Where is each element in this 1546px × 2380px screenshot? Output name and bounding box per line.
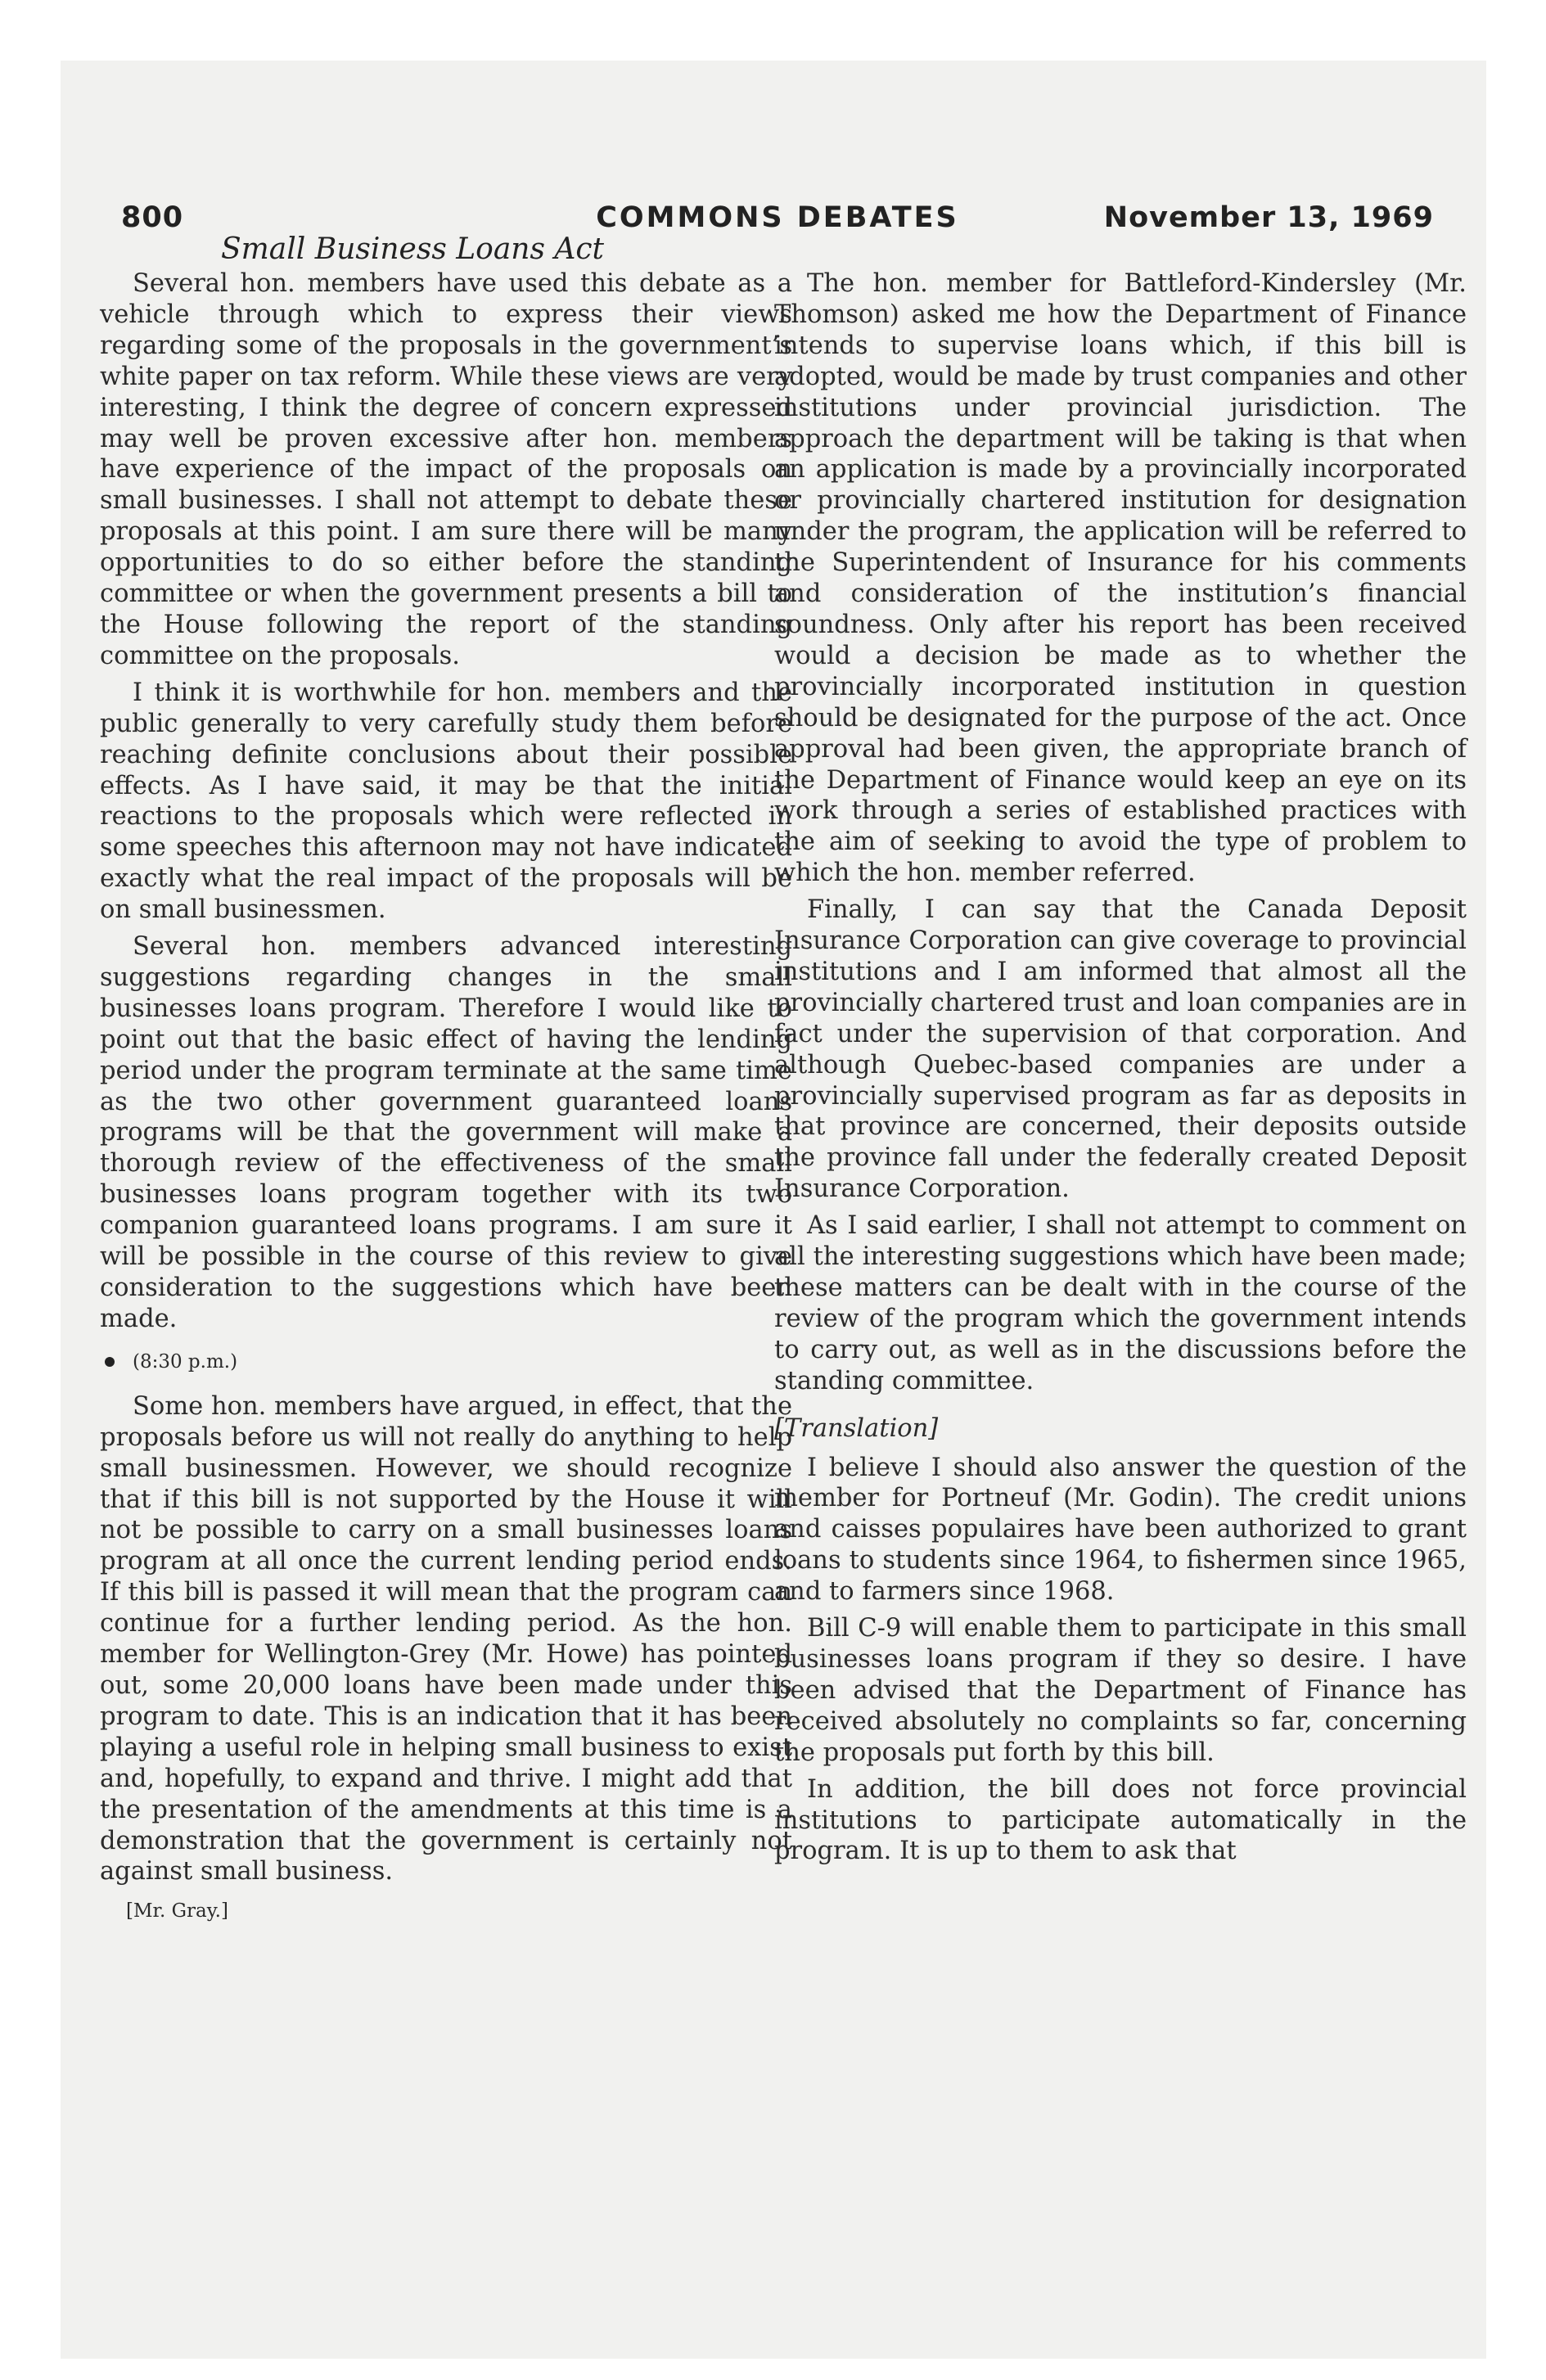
translation-tag: [Translation] bbox=[774, 1413, 939, 1443]
paragraph: The hon. member for Battleford-Kindersley (Mr. Thomson) asked me how the Department of Finance intends to supervise loans which, if this bill is adopted, would be made by trust companies and other institutions under provincial jurisdiction. The approach the department will be taking is that when an application is made by a provincially incorporated or provincially chartered institution for designation under the program, the application will be referred to the Superintendent of Insurance for his comments and consideration of the institution’s financial soundness. Only after his report has been received would a decision be made as to whether the provincially incorporated institution in question should be designated for the purpose of the act. Once approval had been given, the appropriate branch of the Department of Finance would keep an eye on its work through a series of established practices with the aim of seeking to avoid the type of problem to which the hon. member referred. bbox=[774, 269, 1467, 888]
paragraph: I believe I should also answer the question of the member for Portneuf (Mr. Godin). The credit unions and caisses populaires have been authorized to grant loans to students since 1964, to fishermen since 1965, and to farmers since 1968. bbox=[774, 1453, 1467, 1607]
speaker-attribution: [Mr. Gray.] bbox=[126, 1900, 228, 1922]
paragraph: I think it is worthwhile for hon. members and the public generally to very carefully study them before reaching definite conclusions about their possible effects. As I have said, it may be that the initial reactions to the proposals which were reflected in some speeches this afternoon may not have indicated exactly what the real impact of the proposals will be on small businessmen. bbox=[100, 678, 792, 925]
time-marker-text: (8:30 p.m.) bbox=[133, 1350, 238, 1373]
running-subject: Small Business Loans Act bbox=[221, 232, 605, 266]
paragraph: Several hon. members advanced interesting suggestions regarding changes in the small businesses loans program. Therefore I would like to point out that the basic effect of having the lending period under the program terminate at the same time as the two other government guaranteed loans programs will be that the government will make a thorough review of the effectiveness of the small businesses loans program together with its two companion guaranteed loans programs. I am sure it will be possible in the course of this review to give consideration to the suggestions which have been made. bbox=[100, 932, 792, 1333]
paragraph: Several hon. members have used this debate as a vehicle through which to express their views regarding some of the proposals in the government’s white paper on tax reform. While these views are very interesting, I think the degree of concern expressed may well be proven excessive after hon. members have experience of the impact of the proposals on small businesses. I shall not attempt to debate these proposals at this point. I am sure there will be many opportunities to do so either before the standing committee or when the government presents a bill to the House following the report of the standing committee on the proposals. bbox=[100, 269, 792, 670]
bullet-icon bbox=[105, 1357, 115, 1367]
paragraph: In addition, the bill does not force provincial institutions to participate automatically in the program. It is up to them to ask that bbox=[774, 1774, 1467, 1866]
paragraph: As I said earlier, I shall not attempt to comment on all the interesting suggestions which have been made; these matters can be dealt with in the course of the review of the program which the government intends to carry out, as well as in the discussions before the standing committee. bbox=[774, 1211, 1467, 1395]
time-marker bbox=[100, 1350, 792, 1374]
left-column bbox=[100, 268, 792, 1923]
paragraph: Some hon. members have argued, in effect, that the proposals before us will not really do anything to help small businessmen. However, we should recognize that if this bill is not supported by the House it will not be possible to carry on a small businesses loans program at all once the current lending period ends. If this bill is passed it will mean that the program can continue for a further lending period. As the hon. member for Wellington-Grey (Mr. Howe) has pointed out, some 20,000 loans have been made under this program to date. This is an indication that it has been playing a useful role in helping small business to exist and, hopefully, to expand and thrive. I might add that the presentation of the amendments at this time is a demonstration that the government is certainly not against small business. bbox=[100, 1391, 792, 1886]
page-number: 800 bbox=[121, 201, 184, 234]
publication-title: COMMONS DEBATES bbox=[596, 201, 959, 234]
paragraph: Bill C-9 will enable them to participate in this small businesses loans program if they so desire. I have been advised that the Department of Finance has received absolutely no complaints so far, concerning the proposals put forth by this bill. bbox=[774, 1614, 1467, 1767]
right-column bbox=[774, 268, 1467, 1873]
paragraph: Finally, I can say that the Canada Deposit Insurance Corporation can give coverage to provincial institutions and I am informed that almost all the provincially chartered trust and loan companies are in fact under the supervision of that corporation. And although Quebec-based companies are under a provincially supervised program as far as deposits in that province are concerned, their deposits outside the province fall under the federally created Deposit Insurance Corporation. bbox=[774, 895, 1467, 1204]
publication-date: November 13, 1969 bbox=[1103, 201, 1434, 234]
